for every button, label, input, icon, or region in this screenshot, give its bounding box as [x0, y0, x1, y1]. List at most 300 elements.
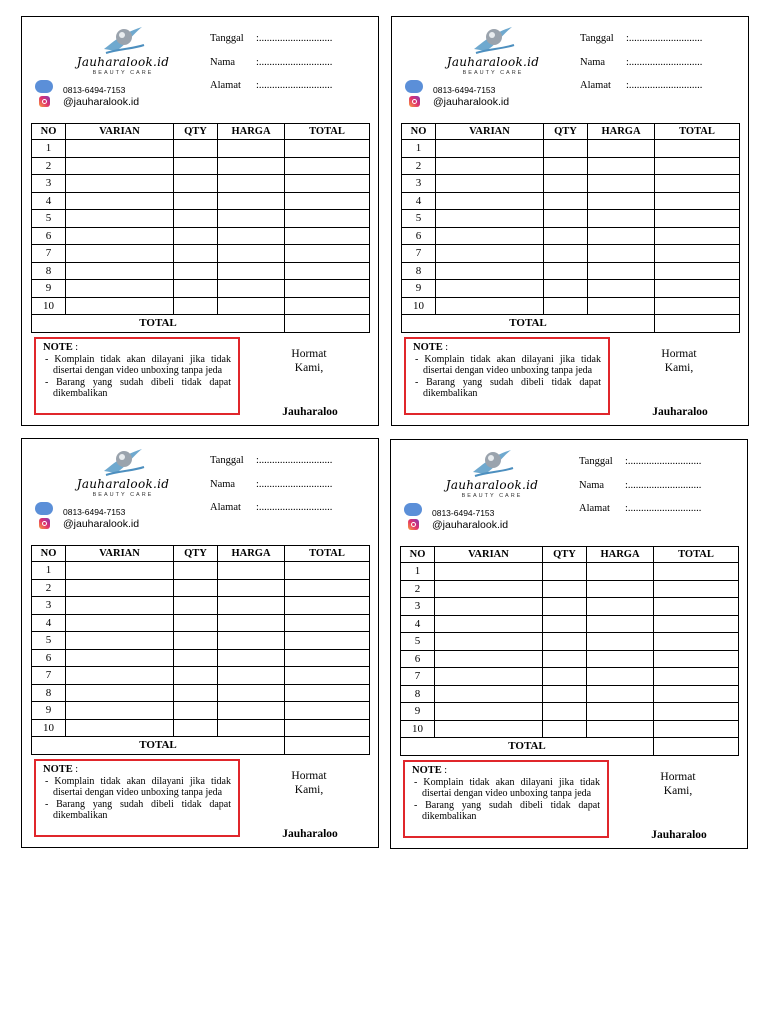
- pearl-shell-logo: [472, 23, 516, 55]
- table-cell[interactable]: [587, 633, 654, 651]
- table-row: [32, 157, 370, 175]
- table-cell[interactable]: [174, 702, 218, 720]
- note-title: NOTE: [43, 342, 73, 353]
- table-row: [402, 192, 740, 210]
- total-value-cell[interactable]: [655, 315, 740, 333]
- order-table: [401, 123, 740, 333]
- order-form: [390, 439, 748, 849]
- row-number: 9: [402, 280, 436, 298]
- table-row: [32, 632, 370, 650]
- row-number: 8: [32, 684, 66, 702]
- column-header-total: TOTAL: [285, 546, 370, 562]
- closing-text: [274, 347, 344, 375]
- table-cell[interactable]: [285, 614, 370, 632]
- table-cell[interactable]: [285, 597, 370, 615]
- table-cell[interactable]: [218, 140, 285, 158]
- table-cell[interactable]: [655, 245, 740, 263]
- row-number: 5: [32, 632, 66, 650]
- table-cell[interactable]: [435, 720, 543, 738]
- row-number: 3: [402, 175, 436, 193]
- table-cell[interactable]: [654, 615, 739, 633]
- table-cell[interactable]: [66, 227, 174, 245]
- field-blank[interactable]: :............................: [256, 455, 333, 466]
- table-cell[interactable]: [654, 580, 739, 598]
- row-number: 2: [401, 580, 435, 598]
- table-cell[interactable]: [66, 614, 174, 632]
- brand-tagline: BEAUTY CARE: [92, 70, 154, 76]
- table-cell[interactable]: [544, 280, 588, 298]
- table-cell[interactable]: [543, 703, 587, 721]
- table-cell[interactable]: [655, 192, 740, 210]
- table-cell[interactable]: [588, 262, 655, 280]
- total-label: TOTAL: [402, 315, 655, 333]
- table-cell[interactable]: [174, 597, 218, 615]
- table-cell[interactable]: [66, 140, 174, 158]
- table-row: [32, 579, 370, 597]
- table-cell[interactable]: [543, 650, 587, 668]
- table-cell[interactable]: [174, 227, 218, 245]
- table-cell[interactable]: [655, 262, 740, 280]
- field-label: Alamat: [580, 80, 611, 91]
- column-header-varian: VARIAN: [436, 124, 544, 140]
- table-row: [401, 580, 739, 598]
- table-cell[interactable]: [655, 227, 740, 245]
- table-cell[interactable]: [218, 227, 285, 245]
- row-number: 3: [401, 598, 435, 616]
- total-label: TOTAL: [401, 738, 654, 756]
- table-cell[interactable]: [285, 562, 370, 580]
- row-number: 7: [402, 245, 436, 263]
- closing-text: [274, 769, 344, 797]
- table-cell[interactable]: [174, 667, 218, 685]
- table-row: [402, 262, 740, 280]
- table-row: [32, 649, 370, 667]
- table-cell[interactable]: [174, 245, 218, 263]
- brand-name: Jauharalook.id: [76, 55, 170, 69]
- brand-logo: [62, 445, 182, 503]
- table-row: [32, 684, 370, 702]
- note-heading: NOTE :: [43, 342, 79, 353]
- table-cell[interactable]: [435, 703, 543, 721]
- signature-name: Jauharaloo: [282, 406, 338, 415]
- table-row: [32, 597, 370, 615]
- table-cell[interactable]: [436, 227, 544, 245]
- table-cell[interactable]: [218, 597, 285, 615]
- table-cell[interactable]: [654, 650, 739, 668]
- table-cell[interactable]: [436, 262, 544, 280]
- column-header-qty: QTY: [544, 124, 588, 140]
- table-cell[interactable]: [218, 192, 285, 210]
- table-row: [32, 562, 370, 580]
- phone-icon: [405, 80, 423, 93]
- row-number: 7: [401, 668, 435, 686]
- order-table: [31, 123, 370, 333]
- table-cell[interactable]: [543, 685, 587, 703]
- table-cell[interactable]: [174, 614, 218, 632]
- table-cell[interactable]: [285, 649, 370, 667]
- table-cell[interactable]: [66, 719, 174, 737]
- table-cell[interactable]: [218, 719, 285, 737]
- table-cell[interactable]: [588, 227, 655, 245]
- field-blank[interactable]: :............................: [256, 80, 333, 91]
- table-cell[interactable]: [218, 562, 285, 580]
- row-number: 8: [32, 262, 66, 280]
- table-cell[interactable]: [588, 210, 655, 228]
- table-cell[interactable]: [654, 720, 739, 738]
- instagram-handle: @jauharalook.id: [432, 519, 509, 531]
- column-header-qty: QTY: [174, 124, 218, 140]
- table-cell[interactable]: [655, 157, 740, 175]
- table-cell[interactable]: [655, 175, 740, 193]
- table-cell[interactable]: [588, 175, 655, 193]
- total-label: TOTAL: [32, 315, 285, 333]
- table-row: [401, 615, 739, 633]
- closing-line: Kami,: [663, 785, 693, 797]
- table-cell[interactable]: [436, 192, 544, 210]
- table-cell[interactable]: [66, 192, 174, 210]
- instagram-icon: [39, 96, 50, 107]
- row-number: 4: [402, 192, 436, 210]
- table-cell[interactable]: [654, 703, 739, 721]
- table-cell[interactable]: [218, 667, 285, 685]
- table-cell[interactable]: [587, 615, 654, 633]
- note-box: [34, 759, 240, 837]
- table-cell[interactable]: [436, 210, 544, 228]
- table-cell[interactable]: [285, 175, 370, 193]
- table-cell[interactable]: [66, 562, 174, 580]
- table-cell[interactable]: [654, 563, 739, 581]
- phone-icon: [404, 503, 422, 516]
- table-header-row: [402, 124, 740, 140]
- field-blank[interactable]: :............................: [626, 80, 703, 91]
- note-item: - Komplain tidak akan dilayani jika tidak disertai dengan video unboxing tanpa jeda: [45, 353, 231, 377]
- table-cell[interactable]: [436, 245, 544, 263]
- table-cell[interactable]: [587, 720, 654, 738]
- row-number: 2: [32, 579, 66, 597]
- table-row: [32, 280, 370, 298]
- row-number: 4: [32, 192, 66, 210]
- table-cell[interactable]: [435, 668, 543, 686]
- field-nama[interactable]: [210, 57, 333, 68]
- table-cell[interactable]: [174, 562, 218, 580]
- column-header-no: NO: [32, 124, 66, 140]
- table-cell[interactable]: [588, 245, 655, 263]
- field-blank[interactable]: :............................: [625, 480, 702, 491]
- note-title: NOTE: [43, 764, 73, 775]
- field-blank[interactable]: :............................: [625, 503, 702, 514]
- instagram-handle: @jauharalook.id: [433, 96, 510, 108]
- table-cell[interactable]: [285, 262, 370, 280]
- table-cell[interactable]: [435, 580, 543, 598]
- table-cell[interactable]: [66, 579, 174, 597]
- closing-text: [644, 347, 714, 375]
- column-header-total: TOTAL: [285, 124, 370, 140]
- table-header-row: [32, 546, 370, 562]
- column-header-qty: QTY: [174, 546, 218, 562]
- field-label: Nama: [210, 57, 236, 68]
- note-heading: NOTE :: [413, 342, 449, 353]
- table-cell[interactable]: [218, 210, 285, 228]
- table-cell[interactable]: [66, 245, 174, 263]
- table-cell[interactable]: [285, 157, 370, 175]
- table-row: [402, 297, 740, 315]
- signature-name: Jauharaloo: [652, 406, 708, 415]
- table-cell[interactable]: [543, 720, 587, 738]
- table-cell[interactable]: [587, 668, 654, 686]
- row-number: 9: [32, 702, 66, 720]
- table-cell[interactable]: [435, 598, 543, 616]
- table-cell[interactable]: [655, 210, 740, 228]
- table-cell[interactable]: [66, 684, 174, 702]
- note-item: - Komplain tidak akan dilayani jika tidak disertai dengan video unboxing tanpa jeda: [415, 353, 601, 377]
- table-cell[interactable]: [285, 192, 370, 210]
- table-cell[interactable]: [66, 597, 174, 615]
- table-cell[interactable]: [544, 297, 588, 315]
- pearl-shell-logo: [102, 445, 146, 477]
- note-box: [403, 760, 609, 838]
- table-cell[interactable]: [543, 563, 587, 581]
- table-cell[interactable]: [436, 175, 544, 193]
- table-cell[interactable]: [543, 598, 587, 616]
- table-cell[interactable]: [544, 175, 588, 193]
- table-cell[interactable]: [285, 684, 370, 702]
- table-cell[interactable]: [66, 649, 174, 667]
- total-row: [32, 315, 370, 333]
- row-number: 1: [401, 563, 435, 581]
- table-cell[interactable]: [218, 157, 285, 175]
- table-cell[interactable]: [588, 157, 655, 175]
- row-number: 10: [402, 297, 436, 315]
- table-cell[interactable]: [435, 615, 543, 633]
- table-cell[interactable]: [174, 192, 218, 210]
- table-cell[interactable]: [587, 580, 654, 598]
- table-row: [402, 210, 740, 228]
- field-tanggal[interactable]: [579, 456, 702, 467]
- table-row: [402, 227, 740, 245]
- table-cell[interactable]: [285, 702, 370, 720]
- table-cell[interactable]: [174, 649, 218, 667]
- row-number: 5: [401, 633, 435, 651]
- table-cell[interactable]: [654, 668, 739, 686]
- table-cell[interactable]: [66, 210, 174, 228]
- table-cell[interactable]: [654, 633, 739, 651]
- field-label: Alamat: [210, 80, 241, 91]
- table-cell[interactable]: [174, 632, 218, 650]
- table-row: [402, 140, 740, 158]
- field-label: Nama: [580, 57, 606, 68]
- row-number: 10: [32, 719, 66, 737]
- field-blank[interactable]: :............................: [626, 57, 703, 68]
- phone-number: 0813-6494-7153: [63, 507, 126, 517]
- table-cell[interactable]: [543, 580, 587, 598]
- brand-name: Jauharalook.id: [76, 477, 170, 491]
- field-alamat[interactable]: [580, 80, 703, 91]
- total-value-cell[interactable]: [654, 738, 739, 756]
- table-cell[interactable]: [587, 598, 654, 616]
- table-cell[interactable]: [436, 280, 544, 298]
- table-cell[interactable]: [435, 633, 543, 651]
- table-cell[interactable]: [436, 297, 544, 315]
- table-cell[interactable]: [285, 719, 370, 737]
- field-alamat[interactable]: [210, 80, 333, 91]
- table-cell[interactable]: [543, 615, 587, 633]
- table-cell[interactable]: [174, 280, 218, 298]
- table-cell[interactable]: [588, 192, 655, 210]
- table-cell[interactable]: [587, 563, 654, 581]
- table-row: [32, 719, 370, 737]
- table-cell[interactable]: [588, 280, 655, 298]
- row-number: 7: [32, 667, 66, 685]
- field-tanggal[interactable]: [210, 455, 333, 466]
- table-cell[interactable]: [544, 227, 588, 245]
- brand-tagline: BEAUTY CARE: [462, 70, 524, 76]
- table-cell[interactable]: [66, 157, 174, 175]
- field-blank[interactable]: :............................: [256, 502, 333, 513]
- table-row: [32, 297, 370, 315]
- note-box: [34, 337, 240, 415]
- field-nama[interactable]: [579, 480, 702, 491]
- table-cell[interactable]: [66, 175, 174, 193]
- table-cell[interactable]: [218, 614, 285, 632]
- table-row: [32, 667, 370, 685]
- table-cell[interactable]: [285, 227, 370, 245]
- table-cell[interactable]: [588, 140, 655, 158]
- table-cell[interactable]: [218, 649, 285, 667]
- field-label: Tanggal: [210, 455, 244, 466]
- table-cell[interactable]: [587, 650, 654, 668]
- table-cell[interactable]: [435, 685, 543, 703]
- field-blank[interactable]: :............................: [625, 456, 702, 467]
- table-cell[interactable]: [174, 157, 218, 175]
- field-blank[interactable]: :............................: [626, 33, 703, 44]
- table-cell[interactable]: [174, 719, 218, 737]
- field-label: Nama: [579, 480, 605, 491]
- table-cell[interactable]: [587, 703, 654, 721]
- table-cell[interactable]: [588, 297, 655, 315]
- table-cell[interactable]: [285, 667, 370, 685]
- field-blank[interactable]: :............................: [256, 479, 333, 490]
- table-header-row: [32, 124, 370, 140]
- note-title: NOTE: [412, 765, 442, 776]
- column-header-no: NO: [32, 546, 66, 562]
- table-cell[interactable]: [174, 140, 218, 158]
- table-cell[interactable]: [285, 632, 370, 650]
- field-blank[interactable]: :............................: [256, 33, 333, 44]
- table-cell[interactable]: [654, 685, 739, 703]
- total-row: [32, 737, 370, 755]
- total-value-cell[interactable]: [285, 737, 370, 755]
- field-label: Nama: [210, 479, 236, 490]
- field-alamat[interactable]: [579, 503, 702, 514]
- table-cell[interactable]: [218, 280, 285, 298]
- table-cell[interactable]: [285, 245, 370, 263]
- field-label: Tanggal: [580, 33, 614, 44]
- table-cell[interactable]: [655, 140, 740, 158]
- table-row: [402, 280, 740, 298]
- table-cell[interactable]: [174, 210, 218, 228]
- table-cell[interactable]: [218, 245, 285, 263]
- table-cell[interactable]: [436, 140, 544, 158]
- table-cell[interactable]: [285, 210, 370, 228]
- table-cell[interactable]: [218, 702, 285, 720]
- closing-line: Kami,: [294, 362, 324, 374]
- table-cell[interactable]: [174, 684, 218, 702]
- table-cell[interactable]: [544, 140, 588, 158]
- table-cell[interactable]: [285, 280, 370, 298]
- table-cell[interactable]: [285, 140, 370, 158]
- note-item: - Barang yang sudah dibeli tidak dapat dikembalikan: [415, 376, 601, 400]
- total-value-cell[interactable]: [285, 315, 370, 333]
- table-cell[interactable]: [66, 280, 174, 298]
- closing-line: Hormat: [291, 770, 327, 782]
- table-cell[interactable]: [435, 650, 543, 668]
- table-row: [401, 633, 739, 651]
- table-cell[interactable]: [218, 175, 285, 193]
- table-cell[interactable]: [218, 579, 285, 597]
- table-cell[interactable]: [174, 297, 218, 315]
- table-cell[interactable]: [435, 563, 543, 581]
- table-cell[interactable]: [544, 157, 588, 175]
- table-cell[interactable]: [218, 684, 285, 702]
- table-cell[interactable]: [66, 262, 174, 280]
- field-label: Tanggal: [210, 33, 244, 44]
- table-cell[interactable]: [544, 262, 588, 280]
- table-cell[interactable]: [655, 280, 740, 298]
- order-table: [400, 546, 739, 756]
- table-row: [402, 175, 740, 193]
- field-label: Alamat: [579, 503, 610, 514]
- table-row: [401, 668, 739, 686]
- table-cell[interactable]: [587, 685, 654, 703]
- field-tanggal[interactable]: [580, 33, 703, 44]
- table-cell[interactable]: [174, 579, 218, 597]
- row-number: 1: [402, 140, 436, 158]
- column-header-harga: HARGA: [218, 124, 285, 140]
- phone-number: 0813-6494-7153: [63, 85, 126, 95]
- table-cell[interactable]: [66, 702, 174, 720]
- field-blank[interactable]: :............................: [256, 57, 333, 68]
- table-cell[interactable]: [543, 633, 587, 651]
- field-nama[interactable]: [210, 479, 333, 490]
- table-cell[interactable]: [544, 192, 588, 210]
- table-cell[interactable]: [543, 668, 587, 686]
- table-row: [32, 614, 370, 632]
- table-cell[interactable]: [218, 632, 285, 650]
- table-cell[interactable]: [218, 297, 285, 315]
- column-header-varian: VARIAN: [66, 124, 174, 140]
- table-cell[interactable]: [544, 245, 588, 263]
- table-cell[interactable]: [655, 297, 740, 315]
- table-cell[interactable]: [436, 157, 544, 175]
- table-cell[interactable]: [285, 579, 370, 597]
- table-cell[interactable]: [544, 210, 588, 228]
- column-header-no: NO: [401, 547, 435, 563]
- table-cell[interactable]: [218, 262, 285, 280]
- brand-logo: [432, 23, 552, 81]
- brand-name: Jauharalook.id: [445, 478, 539, 492]
- table-cell[interactable]: [174, 175, 218, 193]
- table-cell[interactable]: [66, 297, 174, 315]
- table-cell[interactable]: [66, 632, 174, 650]
- field-alamat[interactable]: [210, 502, 333, 513]
- table-cell[interactable]: [174, 262, 218, 280]
- table-cell[interactable]: [66, 667, 174, 685]
- instagram-icon: [408, 519, 419, 530]
- table-cell[interactable]: [654, 598, 739, 616]
- field-tanggal[interactable]: [210, 33, 333, 44]
- field-nama[interactable]: [580, 57, 703, 68]
- table-cell[interactable]: [285, 297, 370, 315]
